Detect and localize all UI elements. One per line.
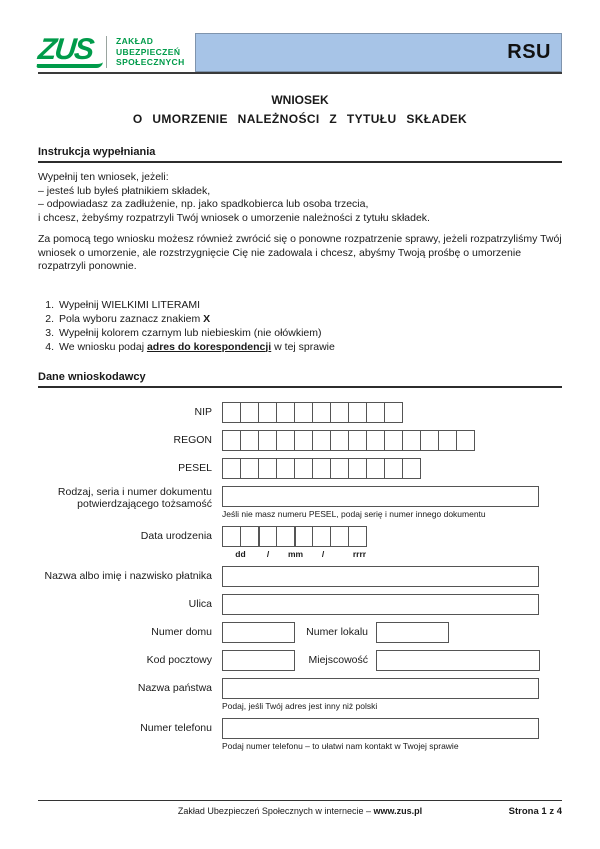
house-number-label: Numer domu (151, 625, 212, 638)
input-cell[interactable] (240, 458, 259, 479)
input-cell[interactable] (258, 458, 277, 479)
document-input[interactable] (222, 486, 539, 507)
logo-caption (116, 36, 185, 68)
input-cell[interactable] (348, 402, 367, 423)
input-cell[interactable] (276, 526, 295, 547)
header-rule (38, 72, 562, 74)
payer-name-label: Nazwa albo imię i nazwisko płatnika (44, 569, 212, 582)
input-cell[interactable] (258, 526, 277, 547)
document-label: Rodzaj, seria i numer dokumentu potwierdzającego tożsamość (57, 485, 212, 510)
input-cell[interactable] (402, 458, 421, 479)
logo-caption-line2: UBEZPIECZEŃ (116, 46, 181, 57)
input-cell[interactable] (294, 526, 313, 547)
nip-input[interactable] (222, 402, 562, 423)
flat-number-label: Numer lokalu (306, 625, 368, 638)
section-applicant-heading: Dane wnioskodawcy (38, 371, 562, 388)
country-label: Nazwa państwa (137, 681, 212, 694)
input-cell[interactable] (258, 430, 277, 451)
field-row-house-flat (38, 622, 562, 643)
flat-number-input[interactable] (376, 622, 449, 643)
item-number: 1. (45, 298, 54, 311)
item-text: Wypełnij WIELKIMI LITERAMI (59, 298, 201, 311)
footer-url: www.zus.pl (373, 806, 423, 816)
form-code: RSU (507, 41, 551, 63)
second-paragraph-text: Za pomocą tego wniosku możesz również zwrócić się o ponowne rozpatrzenie sprawy, jeżeli rozpatrzyliśmy Twój wniosek o umorzenie, ale rozstrzygnięcie Cię nie zadowala i chcesz, abyśmy Twoją prośbę o umorzenie rozpatrzyli ponownie. (38, 233, 562, 272)
input-cell[interactable] (294, 402, 313, 423)
page-header (38, 28, 562, 72)
street-label: Ulica (188, 597, 212, 610)
input-cell[interactable] (240, 402, 259, 423)
input-cell[interactable] (222, 430, 241, 451)
input-cell[interactable] (312, 402, 331, 423)
input-cell[interactable] (402, 430, 421, 451)
instruction-item-3 (38, 326, 562, 340)
input-cell[interactable] (312, 458, 331, 479)
field-row-postal-city (38, 650, 562, 671)
instruction-item-4 (38, 340, 562, 354)
input-cell[interactable] (258, 402, 277, 423)
input-cell[interactable] (348, 458, 367, 479)
field-row-street (38, 594, 562, 615)
logo-divider (106, 36, 107, 68)
section-instructions-heading: Instrukcja wypełniania (38, 146, 562, 163)
logo-caption-line1: ZAKŁAD (116, 36, 154, 47)
input-cell[interactable] (366, 458, 385, 479)
phone-input[interactable] (222, 718, 539, 739)
input-cell[interactable] (330, 402, 349, 423)
input-cell[interactable] (456, 430, 475, 451)
input-cell[interactable] (240, 430, 259, 451)
instruction-item-1 (38, 298, 562, 312)
regon-input[interactable] (222, 430, 562, 451)
input-cell[interactable] (348, 430, 367, 451)
country-hint: Podaj, jeśli Twój adres jest inny niż polski (222, 700, 378, 711)
intro-line1: Wypełnij ten wniosek, jeżeli: (38, 171, 169, 183)
field-row-payer-name (38, 566, 562, 587)
birth-date-label: Data urodzenia (140, 529, 212, 542)
field-row-nip (38, 402, 562, 423)
pesel-label: PESEL (178, 461, 212, 474)
city-input[interactable] (376, 650, 540, 671)
field-row-phone (38, 718, 562, 751)
input-cell[interactable] (222, 402, 241, 423)
field-row-country (38, 678, 562, 711)
page-number: Strona 1 z 4 (508, 806, 562, 817)
field-row-document (38, 486, 562, 519)
input-cell[interactable] (330, 526, 349, 547)
input-cell[interactable] (366, 402, 385, 423)
intro-line3: – odpowiadasz za zadłużenie, np. jako spadkobierca lub osoba trzecia, (38, 198, 369, 210)
input-cell[interactable] (240, 526, 259, 547)
intro-paragraph (38, 171, 562, 225)
input-cell[interactable] (276, 402, 295, 423)
field-row-birth-date (38, 526, 562, 559)
payer-name-input[interactable] (222, 566, 539, 587)
second-paragraph (38, 233, 562, 274)
form-code-bar (195, 33, 562, 72)
instruction-list (38, 298, 562, 354)
intro-line4: i chcesz, żebyśmy rozpatrzyli Twój wniosek o umorzenie należności z tytułu składek. (38, 211, 430, 224)
input-cell[interactable] (312, 430, 331, 451)
input-cell[interactable] (384, 402, 403, 423)
field-row-pesel (38, 458, 562, 479)
input-cell[interactable] (294, 430, 313, 451)
page-footer (38, 800, 562, 816)
applicant-form (38, 402, 562, 751)
intro-line2: – jesteś lub byłeś płatnikiem składek, (38, 184, 211, 197)
phone-label: Numer telefonu (140, 721, 212, 734)
item-number: 2. (45, 312, 54, 325)
nip-label: NIP (194, 405, 212, 418)
pesel-input[interactable] (222, 458, 562, 479)
date-format-legend: dd / mm / rrrr (235, 548, 367, 559)
form-title-line2: O UMORZENIE NALEŻNOŚCI Z TYTUŁU SKŁADEK (132, 112, 468, 126)
postal-code-input[interactable] (222, 650, 295, 671)
field-row-regon (38, 430, 562, 451)
house-number-input[interactable] (222, 622, 295, 643)
item-number: 4. (45, 340, 54, 353)
input-cell[interactable] (420, 430, 439, 451)
postal-code-label: Kod pocztowy (146, 653, 212, 666)
item-text: We wniosku podaj adres do korespondencji w tej sprawie (59, 340, 335, 353)
input-cell[interactable] (330, 458, 349, 479)
input-cell[interactable] (222, 526, 241, 547)
document-hint: Jeśli nie masz numeru PESEL, podaj serię i numer innego dokumentu (222, 508, 486, 519)
form-title-line1: WNIOSEK (271, 93, 329, 107)
street-input[interactable] (222, 594, 539, 615)
city-label: Miejscowość (308, 653, 368, 666)
input-cell[interactable] (276, 458, 295, 479)
input-cell[interactable] (276, 430, 295, 451)
birth-date-input[interactable] (222, 526, 562, 547)
input-cell[interactable] (438, 430, 457, 451)
form-title (38, 91, 562, 129)
input-cell[interactable] (384, 458, 403, 479)
input-cell[interactable] (366, 430, 385, 451)
footer-text: Zakład Ubezpieczeń Społecznych w internecie – www.zus.pl (177, 806, 423, 816)
regon-label: REGON (173, 433, 212, 446)
input-cell[interactable] (348, 526, 367, 547)
input-cell[interactable] (330, 430, 349, 451)
zus-logo (36, 32, 185, 72)
phone-hint: Podaj numer telefonu – to ułatwi nam kontakt w Twojej sprawie (222, 740, 459, 751)
item-number: 3. (45, 326, 54, 339)
logo-caption-line3: SPOŁECZNYCH (116, 57, 185, 68)
input-cell[interactable] (294, 458, 313, 479)
input-cell[interactable] (222, 458, 241, 479)
input-cell[interactable] (312, 526, 331, 547)
input-cell[interactable] (384, 430, 403, 451)
item-text: Wypełnij kolorem czarnym lub niebieskim (nie ołówkiem) (59, 326, 322, 339)
zus-logo-icon: ZUS (36, 37, 105, 68)
instruction-item-2 (38, 312, 562, 326)
item-text: Pola wyboru zaznacz znakiem X (59, 312, 211, 325)
country-input[interactable] (222, 678, 539, 699)
